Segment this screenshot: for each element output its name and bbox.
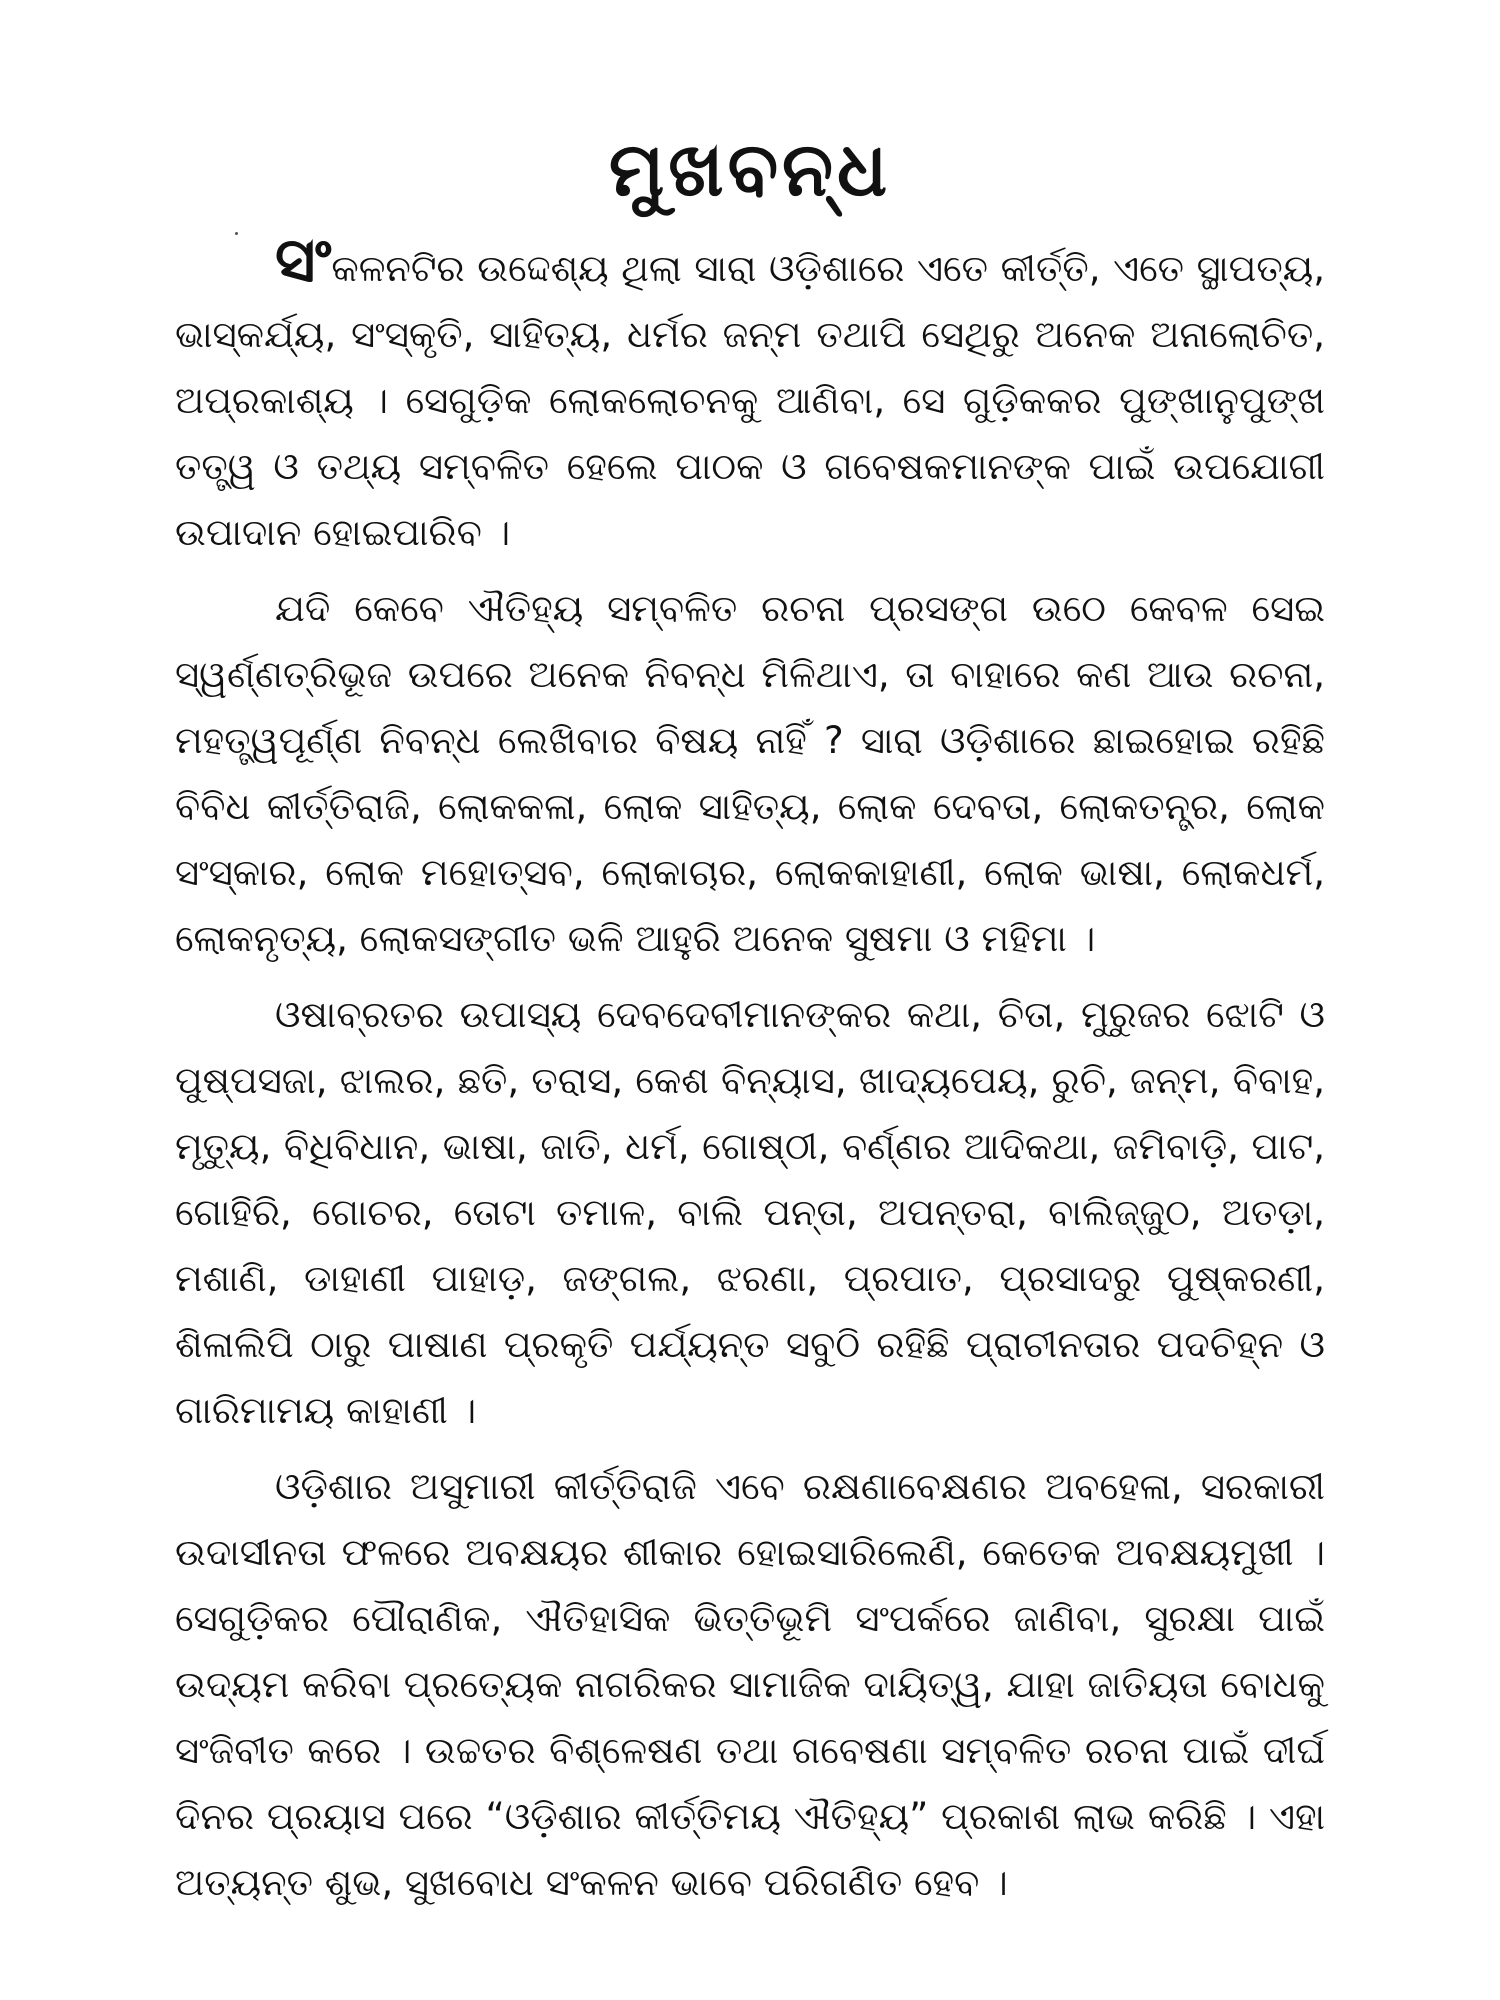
paragraph-1 — [175, 223, 1325, 566]
page-title: ମୁଖବନ୍ଧ — [608, 126, 892, 213]
preface-body — [175, 223, 1325, 1916]
print-speck — [235, 232, 238, 235]
paragraph-4: ଓଡ଼ିଶାର ଅସୁମାରୀ କୀର୍ତ୍ତିରାଜି ଏବେ ରକ୍ଷଣାବେକ୍ଷଣର ଅବହେଳା, ସରକାରୀ ଉଦାସୀନତା ଫଳରେ ଅବକ୍ଷୟର ଶୀକାର ହୋଇସାରିଲେଣି, କେତେକ ଅବକ୍ଷୟମୁଖୀ । ସେଗୁଡ଼ିକର ପୌରାଣିକ, ଐତିହାସିକ ଭିତ୍ତିଭୂମି ସଂପର୍କରେ ଜାଣିବା, ସୁରକ୍ଷା ପାଇଁ ଉଦ୍ୟମ କରିବା ପ୍ରତ୍ୟେକ ନାଗରିକର ସାମାଜିକ ଦାୟିତ୍ୱ, ଯାହା ଜାତିୟତା ବୋଧକୁ ସଂଜିବୀତ କରେ । ଉଚ୍ଚତର ବିଶ୍ଳେଷଣ ତଥା ଗବେଷଣା ସମ୍ବଳିତ ରଚନା ପାଇଁ ଦୀର୍ଘ ଦିନର ପ୍ରୟାସ ପରେ “ଓଡ଼ିଶାର କୀର୍ତ୍ତିମୟ ଐତିହ୍ୟ” ପ୍ରକାଶ ଲାଭ କରିଛି । ଏହା ଅତ୍ୟନ୍ତ ଶୁଭ, ସୁଖବୋଧ ସଂକଳନ ଭାବେ ପରିଗଣିତ ହେବ । — [175, 1465, 1325, 1904]
paragraph-2: ଯଦି କେବେ ଐତିହ୍ୟ ସମ୍ବଳିତ ରଚନା ପ୍ରସଙ୍ଗ ଉଠେ କେବଳ ସେଇ ସ୍ୱର୍ଣ୍ଣତ୍ରିଭୂଜ ଉପରେ ଅନେକ ନିବନ୍ଧ ମିଳିଥାଏ, ତା ବାହାରେ କଣ ଆଉ ରଚନା, ମହତ୍ତ୍ୱପୂର୍ଣ୍ଣ ନିବନ୍ଧ ଲେଖିବାର ବିଷୟ ନାହିଁ ? ସାରା ଓଡ଼ିଶାରେ ଛାଇହୋଇ ରହିଛି ବିବିଧ କୀର୍ତ୍ତିରାଜି, ଲୋକକଳା, ଲୋକ ସାହିତ୍ୟ, ଲୋକ ଦେବତା, ଲୋକତନ୍ତ୍ର, ଲୋକ ସଂସ୍କାର, ଲୋକ ମହୋତ୍ସବ, ଲୋକାଚାର, ଲୋକକାହାଣୀ, ଲୋକ ଭାଷା, ଲୋକଧର୍ମ, ଲୋକନୃତ୍ୟ, ଲୋକସଙ୍ଗୀତ ଭଳି ଆହୁରି ଅନେକ ସୁଷମା ଓ ମହିମା । — [175, 587, 1325, 960]
paragraph-3: ଓଷାବ୍ରତର ଉପାସ୍ୟ ଦେବଦେବୀମାନଙ୍କର କଥା, ଚିତା, ମୁରୁଜର ଝୋଟି ଓ ପୁଷ୍ପସଜା, ଝାଲର, ଛତି, ତରାସ, କେଶ ବିନ୍ୟାସ, ଖାଦ୍ୟପେୟ, ରୁଚି, ଜନ୍ମ, ବିବାହ, ମୃତ୍ୟୁ, ବିଧିବିଧାନ, ଭାଷା, ଜାତି, ଧର୍ମ, ଗୋଷ୍ଠୀ, ବର୍ଣ୍ଣର ଆଦିକଥା, ଜମିବାଡ଼ି, ପାଟ, ଗୋହିରି, ଗୋଚର, ତୋଟା ତମାଳ, ବାଲି ପନ୍ତା, ଅପନ୍ତରା, ବାଲିଜ୍ଜୁଠ, ଅତଡ଼ା, ମଶାଣି, ଡାହାଣୀ ପାହାଡ଼, ଜଙ୍ଗଲ, ଝରଣା, ପ୍ରପାତ, ପ୍ରସାଦରୁ ପୁଷ୍କରଣୀ, ଶିଳାଲିପି ଠାରୁ ପାଷାଣ ପ୍ରକୃତି ପର୍ଯ୍ୟନ୍ତ ସବୁଠି ରହିଛି ପ୍ରାଚୀନତାର ପଦଚିହ୍ନ ଓ ଗାରିମାମୟ କାହାଣୀ । — [175, 993, 1325, 1432]
drop-cap: ସଂ — [275, 223, 332, 296]
paragraph-1-text: କଳନଟିର ଉଦ୍ଦେଶ୍ୟ ଥିଲା ସାରା ଓଡ଼ିଶାରେ ଏତେ କୀର୍ତ୍ତି, ଏତେ ସ୍ଥାପତ୍ୟ, ଭାସ୍କର୍ଯ୍ୟ, ସଂସ୍କୃତି, ସାହିତ୍ୟ, ଧର୍ମର ଜନ୍ମ ତଥାପି ସେଥିରୁ ଅନେକ ଅନାଲୋଚିତ, ଅପ୍ରକାଶ୍ୟ । ସେଗୁଡ଼ିକ ଲୋକଲୋଚନକୁ ଆଣିବା, ସେ ଗୁଡ଼ିକକର ପୁଙ୍ଖାନୁପୁଙ୍ଖ ତତ୍ତ୍ୱ ଓ ତଥ୍ୟ ସମ୍ବଳିତ ହେଲେ ପାଠକ ଓ ଗବେଷକମାନଙ୍କ ପାଇଁ ଉପଯୋଗୀ ଉପାଦାନ ହୋଇପାରିବ । — [175, 247, 1325, 554]
